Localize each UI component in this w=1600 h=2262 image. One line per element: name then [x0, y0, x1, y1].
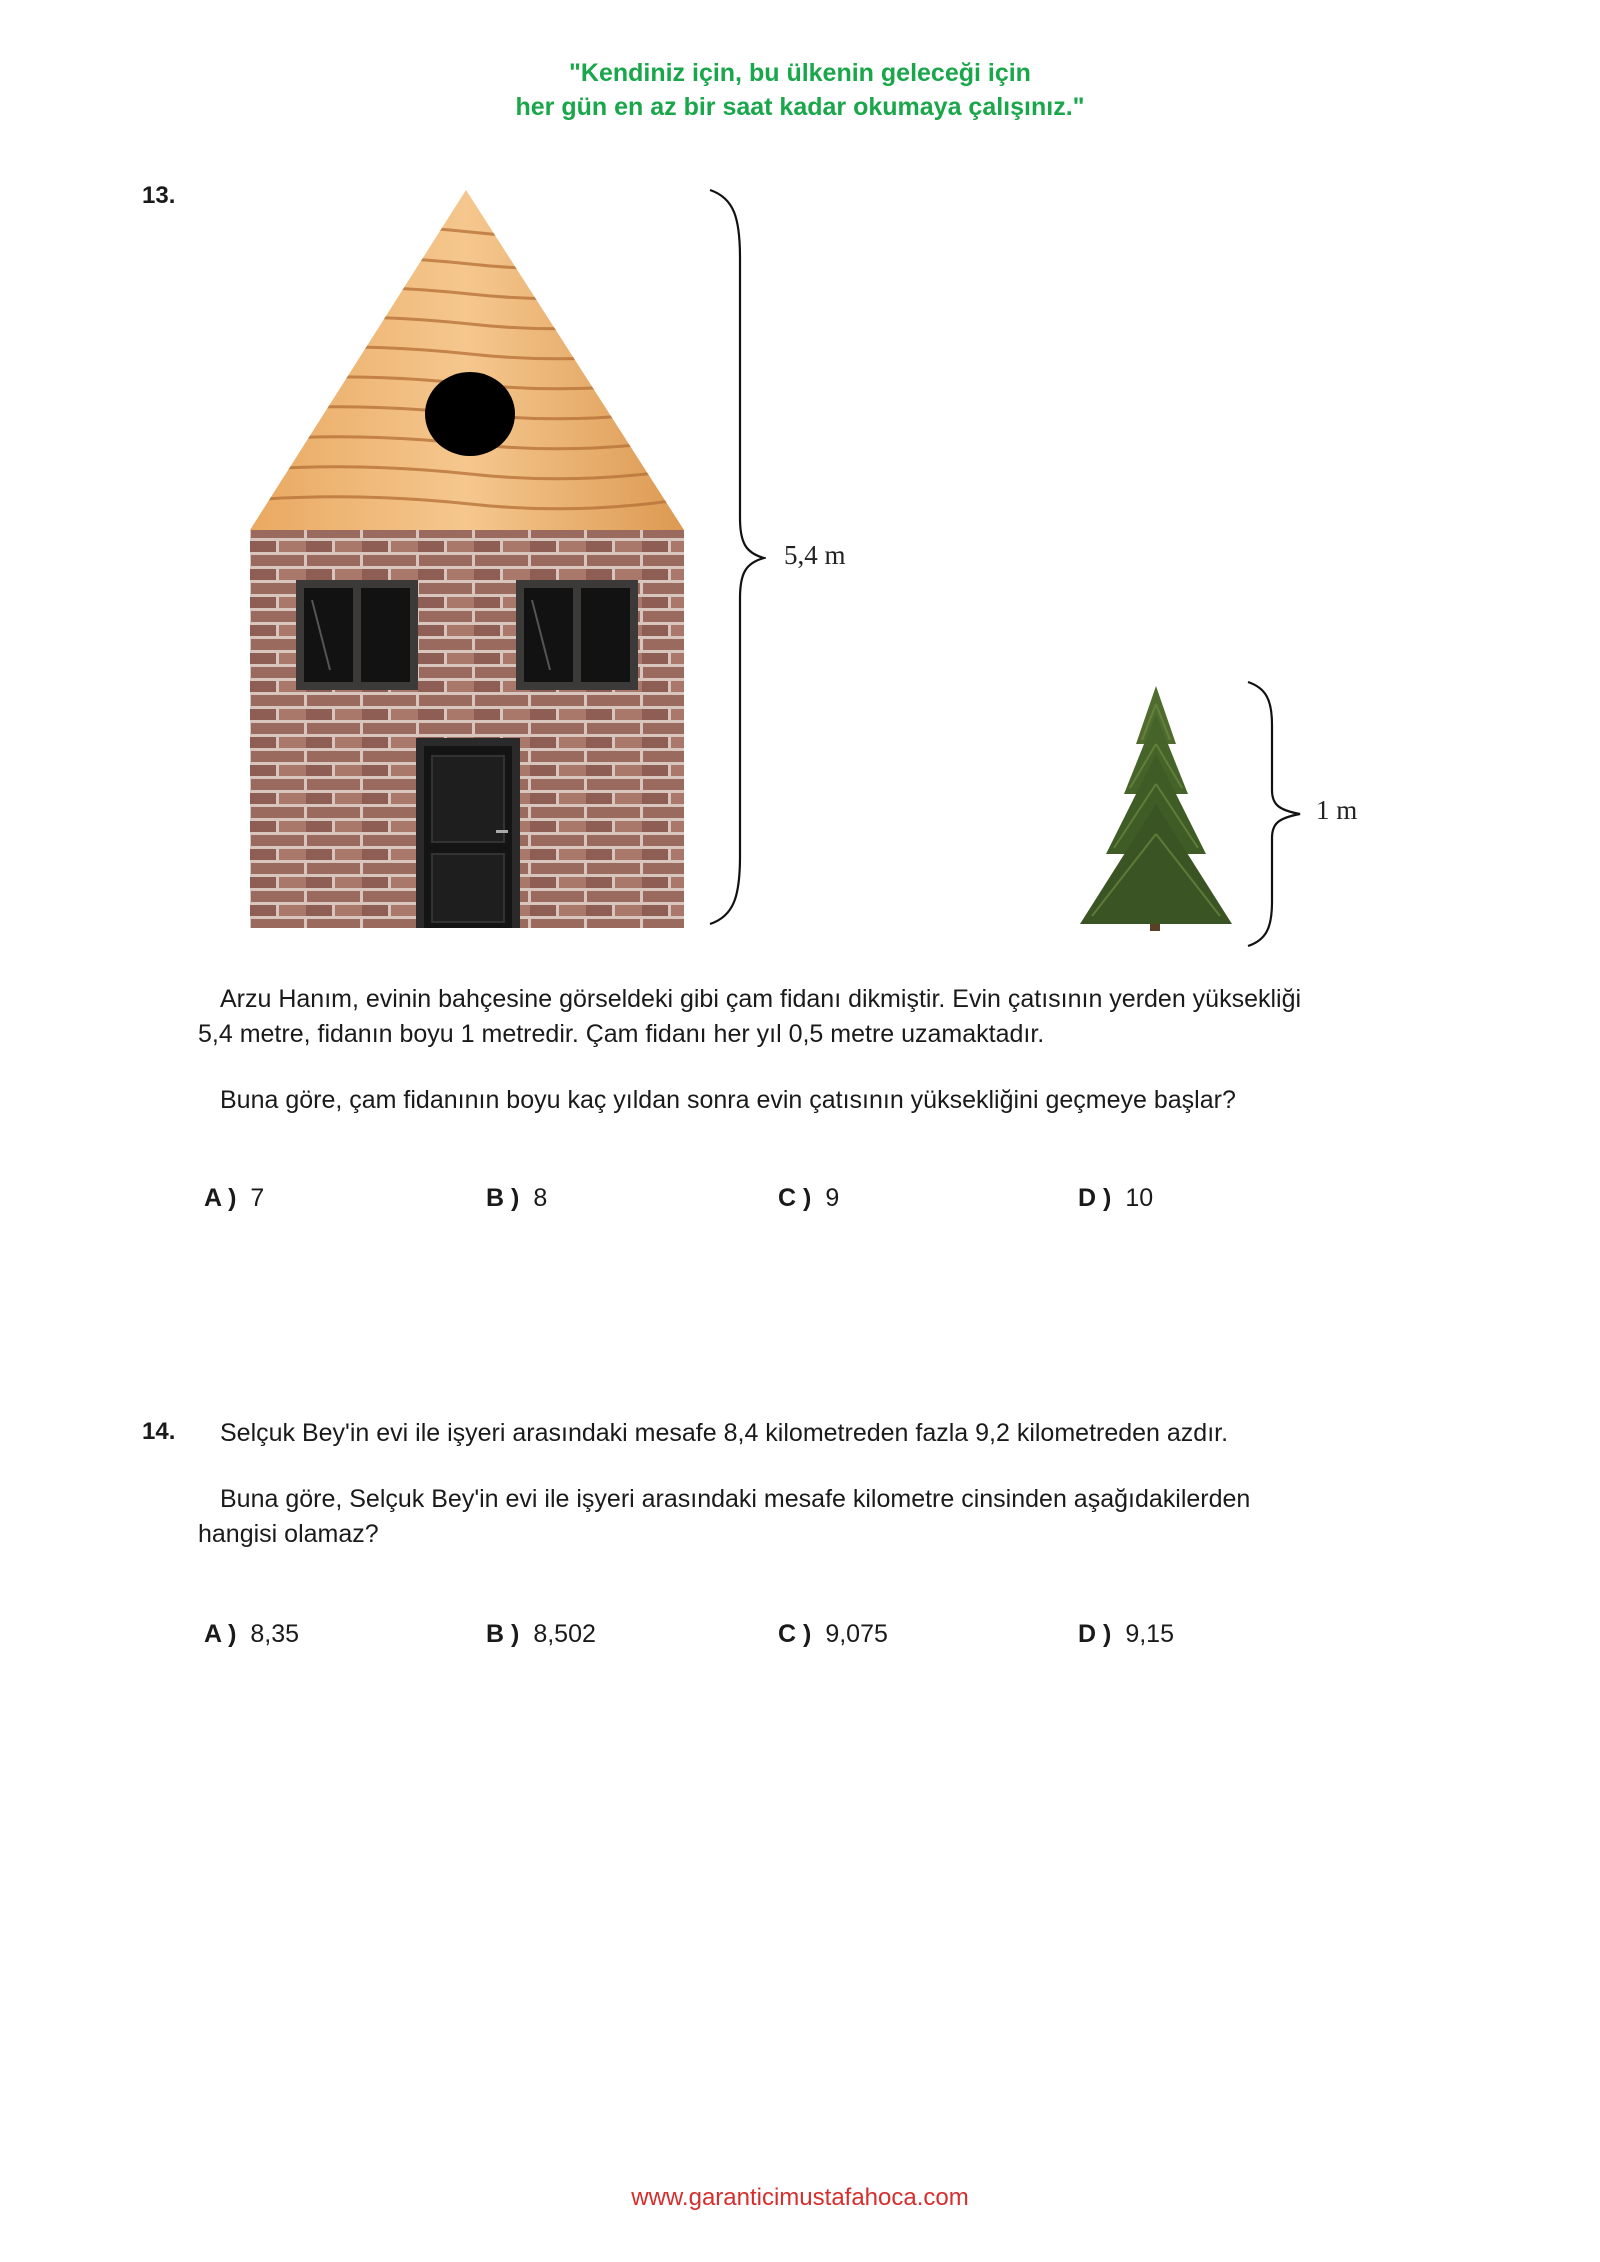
roof-window-circle — [425, 372, 515, 456]
house-height-label: 5,4 m — [784, 540, 846, 570]
question-14-prompt — [198, 1482, 1428, 1552]
motto-line-2: her gün en az bir saat kadar okumaya çalışınız." — [515, 93, 1085, 121]
q13-option-a-value: 7 — [250, 1184, 265, 1212]
tree-height-brace — [1244, 680, 1304, 950]
footer-url[interactable]: www.garanticimustafahoca.com — [631, 2184, 969, 2211]
q13-option-c-letter: C ) — [778, 1184, 812, 1212]
q14-option-c-value: 9,075 — [825, 1620, 888, 1648]
q13-option-d-value: 10 — [1125, 1184, 1154, 1212]
q14-option-a-letter: A ) — [204, 1620, 237, 1648]
q13-option-a-letter: A ) — [204, 1184, 237, 1212]
q14-option-b-value: 8,502 — [533, 1620, 596, 1648]
question-13-line-2: 5,4 metre, fidanın boyu 1 metredir. Çam fidanı her yıl 0,5 metre uzamaktadır. — [198, 1020, 1045, 1048]
question-14-text: Selçuk Bey'in evi ile işyeri arasındaki mesafe 8,4 kilometreden fazla 9,2 kilometreden azdır. — [220, 1419, 1229, 1447]
q14-option-a-value: 8,35 — [250, 1620, 300, 1648]
q13-option-c[interactable] — [778, 1184, 839, 1213]
q14-option-a[interactable] — [204, 1620, 299, 1649]
right-window — [516, 580, 638, 690]
q14-option-d-letter: D ) — [1078, 1620, 1112, 1648]
pine-tree-illustration — [1066, 684, 1246, 944]
house-height-brace — [706, 188, 766, 928]
question-14-line-1: Buna göre, Selçuk Bey'in evi ile işyeri arasındaki mesafe kilometre cinsinden aşağıdakilerden — [220, 1485, 1251, 1513]
door — [416, 738, 520, 928]
motto-line-1: "Kendiniz için, bu ülkenin geleceği için — [569, 59, 1031, 87]
q14-option-d[interactable] — [1078, 1620, 1174, 1649]
left-window — [296, 580, 418, 690]
q14-option-b[interactable] — [486, 1620, 596, 1649]
q13-option-b-letter: B ) — [486, 1184, 520, 1212]
question-13-number: 13. — [142, 182, 176, 209]
q13-option-b[interactable] — [486, 1184, 547, 1213]
question-14-line-2: hangisi olamaz? — [198, 1520, 379, 1548]
q13-option-d-letter: D ) — [1078, 1184, 1112, 1212]
question-13-line-1: Arzu Hanım, evinin bahçesine görseldeki gibi çam fidanı dikmiştir. Evin çatısının yerden yüksekliği — [220, 985, 1302, 1013]
q13-option-d[interactable] — [1078, 1184, 1153, 1213]
tree-height-label: 1 m — [1316, 795, 1358, 825]
q13-option-b-value: 8 — [533, 1184, 548, 1212]
q14-option-c[interactable] — [778, 1620, 888, 1649]
q13-option-a[interactable] — [204, 1184, 264, 1213]
question-13-text — [198, 982, 1428, 1052]
roof — [250, 190, 690, 530]
question-13-prompt — [198, 1083, 1428, 1118]
q14-option-b-letter: B ) — [486, 1620, 520, 1648]
q13-option-c-value: 9 — [825, 1184, 840, 1212]
question-14-number: 14. — [142, 1418, 176, 1445]
motto — [0, 56, 1600, 124]
q14-option-c-letter: C ) — [778, 1620, 812, 1648]
question-13-question: Buna göre, çam fidanının boyu kaç yıldan sonra evin çatısının yüksekliğini geçmeye başlar? — [220, 1086, 1236, 1114]
house-illustration — [250, 190, 690, 930]
q14-option-d-value: 9,15 — [1125, 1620, 1174, 1648]
